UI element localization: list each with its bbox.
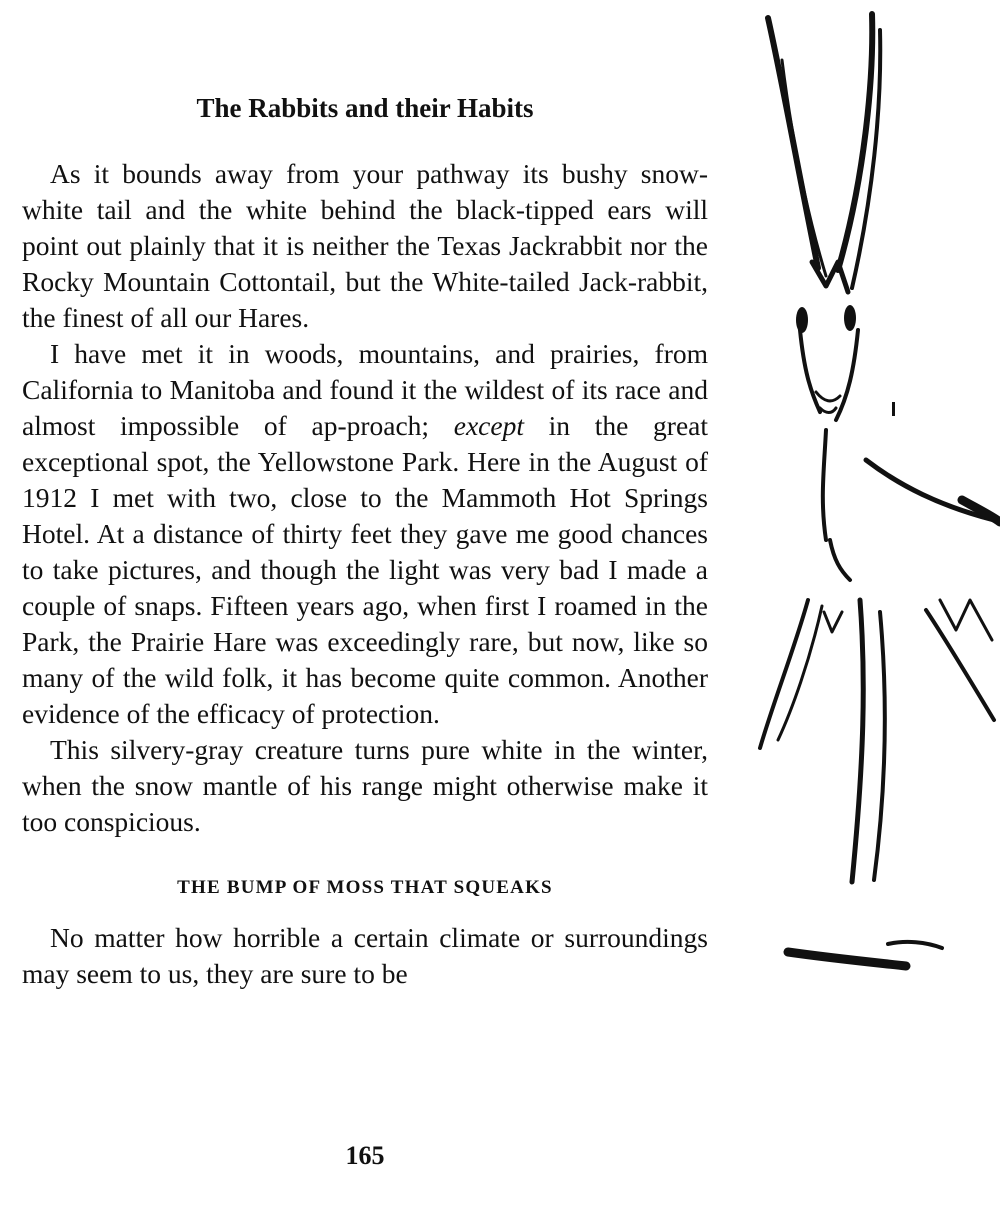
paw-mark	[892, 402, 895, 416]
ear-tips-stroke	[812, 262, 848, 292]
paragraph-2-text-before: I have met it in woods, mountains, and prairies, from California to Manitoba and found it the wildest of its race and almost impossible of ap-proach;	[22, 338, 708, 441]
paragraph-2-text-after: in the great exceptional spot, the Yellowstone Park. Here in the August of 1912 I met with two, close to the Mammoth Hot Springs Hotel. At a distance of thirty feet they gave me good chances to take pictures, and though the light was very bad I made a couple of snaps. Fifteen years ago, when first I roamed in the Park, the Prairie Hare was exceedingly rare, but now, like so many of the wild folk, it has become quite common. Another evidence of the efficacy of protection.	[22, 410, 708, 729]
right-ear-stroke	[838, 14, 872, 270]
page-number: 165	[345, 1141, 385, 1170]
emphasis-except: except	[453, 410, 524, 441]
paragraph-3: This silvery-gray creature turns pure white in the winter, when the snow mantle of his range might otherwise make it too conspicious.	[22, 734, 708, 837]
ground-stroke-right	[888, 942, 942, 948]
ground-stroke-left	[788, 952, 906, 966]
front-leg-inner-stroke	[874, 612, 885, 880]
left-ear-stroke	[768, 18, 818, 268]
muzzle-stroke	[816, 392, 840, 401]
left-eye-icon	[796, 307, 808, 333]
paragraph-1: As it bounds away from your pathway its bushy snow-white tail and the white behind the black-tipped ears will point out plainly that it is neither the Texas Jackrabbit nor the Rocky Mountain Cottontail, but the White-tailed Jack-rabbit, the finest of all our Hares.	[22, 158, 708, 333]
right-eye-icon	[844, 305, 856, 331]
right-ear-inner-stroke	[852, 30, 880, 288]
front-body-stroke	[830, 540, 850, 580]
chin-stroke	[820, 408, 836, 413]
hind-foot-left-stroke	[824, 612, 842, 632]
head-right-stroke	[836, 330, 858, 420]
running-head: The Rabbits and their Habits	[196, 93, 534, 123]
head-left-stroke	[800, 330, 820, 412]
left-ear-inner-stroke	[782, 60, 826, 276]
front-leg-stroke	[852, 600, 863, 882]
jackrabbit-sketch-icon	[730, 0, 1000, 1000]
section-heading: THE BUMP OF MOSS THAT SQUEAKS	[177, 877, 553, 898]
text-column	[22, 156, 708, 992]
hind-leg-right-top-stroke	[940, 600, 992, 640]
neck-stroke	[823, 430, 826, 540]
paragraph-2	[22, 336, 708, 732]
continuation-paragraph: No matter how horrible a certain climate or surroundings may seem to us, they are sure to be	[22, 922, 708, 989]
